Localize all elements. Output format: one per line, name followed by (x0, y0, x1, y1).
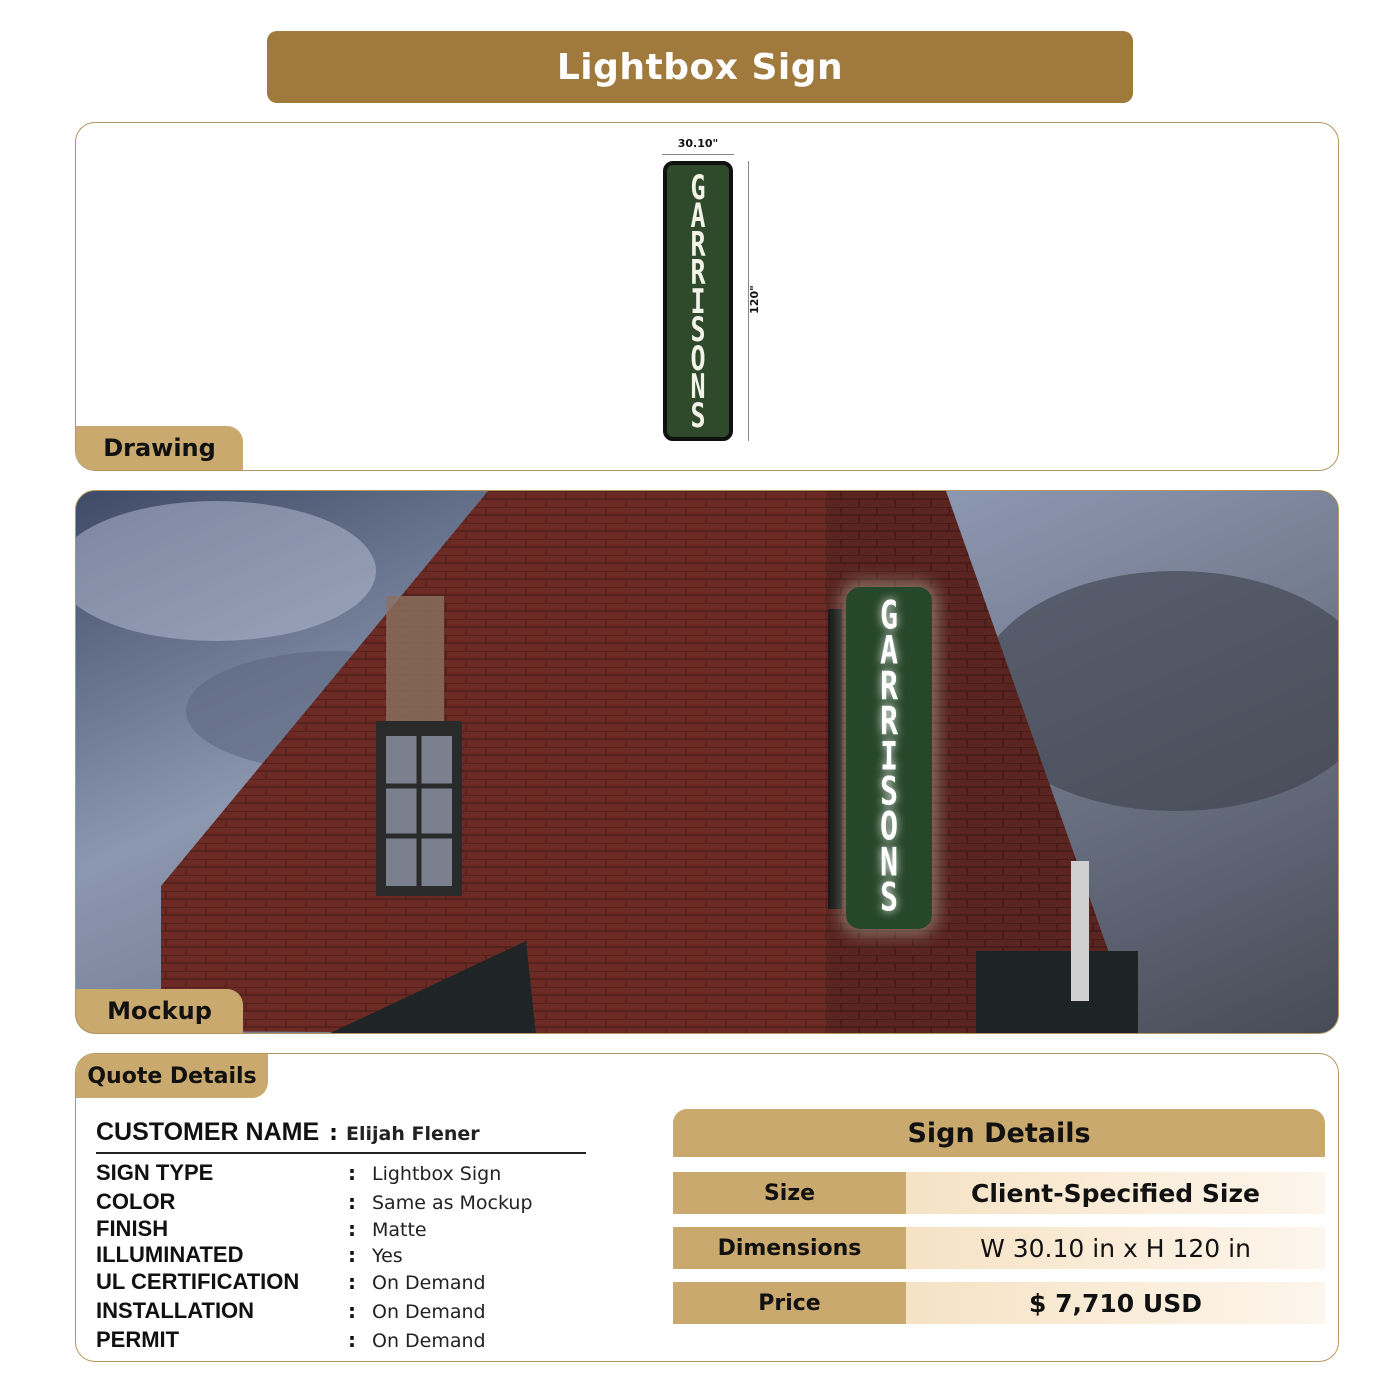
sign-letter: G (690, 167, 706, 207)
detail-row: COLOR : Same as Mockup (96, 1189, 533, 1214)
mockup-sign-letter: I (879, 734, 899, 781)
detail-value: Lightbox Sign (372, 1163, 502, 1185)
detail-row: ILLUMINATED : Yes (96, 1242, 403, 1267)
drawing-tab: Drawing (76, 426, 243, 470)
detail-label: PERMIT (96, 1327, 180, 1352)
wall-plaque (386, 596, 444, 726)
detail-row: INSTALLATION : On Demand (96, 1298, 486, 1323)
sign-details-value: Client-Specified Size (906, 1172, 1325, 1214)
sign-letter: R (690, 252, 706, 293)
mockup-sign-letter: N (879, 840, 899, 886)
mockup-sign-letter: R (879, 699, 899, 745)
sign-details-header: Sign Details (673, 1109, 1325, 1157)
detail-value: On Demand (372, 1272, 486, 1294)
quote-details-tab: Quote Details (76, 1054, 268, 1098)
page-title: Lightbox Sign (556, 46, 844, 88)
detail-value: On Demand (372, 1301, 486, 1323)
sign-drawing (663, 161, 733, 441)
price-value: $ 7,710 USD (906, 1282, 1325, 1324)
mockup-sign-letter: S (879, 769, 899, 816)
detail-label: ILLUMINATED (96, 1242, 244, 1267)
customer-name-value: Elijah Flener (345, 1123, 480, 1145)
mockup-panel (75, 490, 1339, 1034)
sign-details-value: W 30.10 in x H 120 in (906, 1227, 1325, 1269)
mockup-sign-letter: A (879, 628, 899, 675)
downspout (1071, 861, 1089, 1001)
drawing-panel (75, 122, 1339, 471)
sign-letter: R (690, 224, 706, 264)
detail-label: UL CERTIFICATION (96, 1269, 300, 1294)
mockup-sign-letter: S (879, 875, 899, 921)
detail-label: SIGN TYPE (96, 1160, 214, 1185)
detail-row: UL CERTIFICATION : On Demand (96, 1269, 486, 1294)
customer-name-underline (96, 1152, 586, 1154)
sign-details-key: Price (673, 1282, 906, 1324)
sign-bracket (828, 609, 842, 909)
sign-details-row (673, 1282, 1325, 1324)
sign-details-row (673, 1227, 1325, 1269)
height-dimension-label: 120" (747, 285, 761, 314)
mockup-sign-letter: G (879, 593, 899, 640)
quote-details-panel (75, 1053, 1339, 1362)
detail-label: INSTALLATION (96, 1298, 255, 1323)
width-dimension-line (662, 154, 734, 155)
detail-value: Yes (372, 1245, 403, 1267)
sign-letter: S (690, 309, 706, 350)
detail-value: On Demand (372, 1330, 486, 1352)
sign-letter: O (690, 338, 706, 378)
detail-label: FINISH (96, 1216, 169, 1241)
detail-value: Same as Mockup (372, 1192, 533, 1214)
mockup-tab: Mockup (76, 989, 243, 1033)
detail-row: PERMIT : On Demand (96, 1327, 486, 1352)
mockup-sign (846, 587, 932, 929)
detail-label: COLOR (96, 1189, 176, 1214)
mockup-sign-letter: R (879, 664, 899, 710)
page-title-banner (267, 31, 1133, 103)
mockup-sign-letter: O (879, 804, 899, 851)
width-dimension-label: 30.10" (677, 137, 719, 150)
sign-letter: N (690, 366, 706, 407)
sign-details-key: Dimensions (673, 1227, 906, 1269)
customer-name-row: CUSTOMER NAME : Elijah Flener (96, 1118, 480, 1146)
sign-letter: I (690, 281, 706, 321)
sign-details-key: Size (673, 1172, 906, 1214)
sign-letter: S (690, 395, 706, 435)
detail-row: SIGN TYPE : Lightbox Sign (96, 1160, 502, 1185)
sign-letter: A (690, 195, 706, 236)
detail-row: FINISH : Matte (96, 1216, 427, 1241)
sign-details-row (673, 1172, 1325, 1214)
customer-name-label: CUSTOMER NAME (96, 1118, 320, 1146)
fence (976, 951, 1138, 1034)
detail-value: Matte (372, 1219, 427, 1241)
mockup-photo (76, 491, 1339, 1034)
